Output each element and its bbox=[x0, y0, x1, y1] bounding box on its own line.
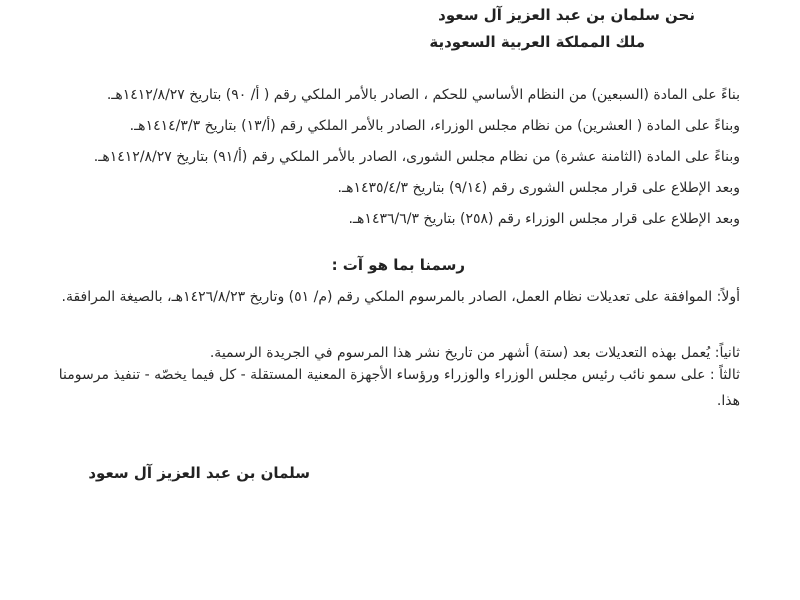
decree-heading: رسمنا بما هو آت : bbox=[331, 256, 465, 274]
preamble-line-1: بناءً على المادة (السبعين) من النظام الأساسي للحكم ، الصادر بالأمر الملكي رقم ( أ/ ٩٠) بتاريخ ١٤١٢/٨/٢٧هـ. bbox=[106, 87, 740, 103]
article-second: ثانياً: يُعمل بهذه التعديلات بعد (ستة) أشهر من تاريخ نشر هذا المرسوم في الجريدة الرسمية. bbox=[209, 345, 740, 361]
preamble-line-3: وبناءً على المادة (الثامنة عشرة) من نظام مجلس الشورى، الصادر بالأمر الملكي رقم (أ/٩١) بتاريخ ١٤١٢/٨/٢٧هـ. bbox=[93, 149, 740, 165]
preamble-line-4: وبعد الإطلاع على قرار مجلس الشورى رقم (٩/١٤) بتاريخ ١٤٣٥/٤/٣هـ. bbox=[337, 180, 740, 196]
preamble-line-5: وبعد الإطلاع على قرار مجلس الوزراء رقم (٢٥٨) بتاريخ ١٤٣٦/٦/٣هـ. bbox=[348, 211, 740, 227]
kingdom-title-heading: ملك المملكة العربية السعودية bbox=[429, 33, 645, 51]
article-third: ثالثاً : على سمو نائب رئيس مجلس الوزراء والوزراء ورؤساء الأجهزة المعنية المستقلة - كل فيما يخصّه - تنفيذ مرسومنا هذا. bbox=[58, 367, 740, 409]
king-name-heading: نحن سلمان بن عبد العزيز آل سعود bbox=[438, 6, 695, 24]
article-first: أولاً: الموافقة على تعديلات نظام العمل، الصادر بالمرسوم الملكي رقم (م/ ٥١) وتاريخ ١٤٢٦/٨/٢٣هـ، بالصيغة المرافقة. bbox=[61, 289, 740, 305]
signature: سلمان بن عبد العزيز آل سعود bbox=[88, 464, 310, 482]
preamble-line-2: وبناءً على المادة ( العشرين) من نظام مجلس الوزراء، الصادر بالأمر الملكي رقم (أ/١٣) بتاريخ ١٤١٤/٣/٣هـ. bbox=[129, 118, 740, 134]
